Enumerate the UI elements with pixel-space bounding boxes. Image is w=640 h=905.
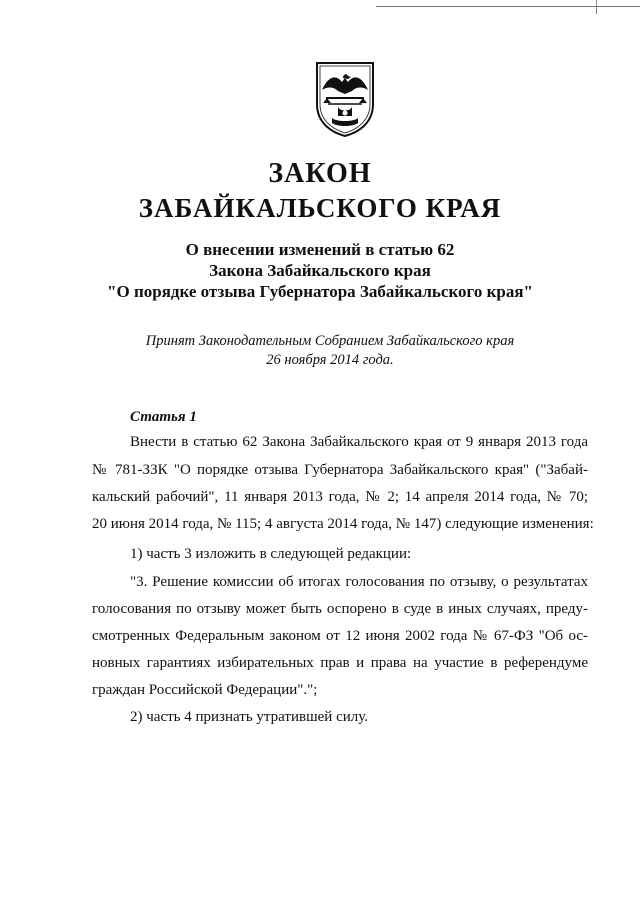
scan-corner-mark [596, 0, 597, 14]
adoption-date: 26 ноября 2014 года. [266, 352, 394, 368]
body-line: смотренных Федеральным законом от 12 июня 2002 года № 67-ФЗ "Об ос- [92, 628, 588, 644]
body-line: "3. Решение комиссии об итогах голосования по отзыву, о результатах [130, 574, 588, 590]
law-title: ЗАКОН [268, 158, 372, 189]
adoption-note: Принят Законодательным Собранием Забайкальского края [145, 333, 515, 349]
body-line: 20 июня 2014 года, № 115; 4 августа 2014 года, № 147) следующие изменения: [92, 516, 594, 532]
body-line: Внести в статью 62 Закона Забайкальского края от 9 января 2013 года [130, 434, 588, 450]
body-line: 1) часть 3 изложить в следующей редакции: [130, 546, 412, 562]
body-line: 2) часть 4 признать утратившей силу. [130, 709, 369, 725]
coat-of-arms-icon [314, 60, 376, 138]
scan-border-line [376, 6, 640, 7]
body-line: № 781-ЗЗК "О порядке отзыва Губернатора Забайкальского края" ("Забай- [92, 462, 588, 478]
subtitle-line: О внесении изменений в статью 62 [185, 240, 455, 259]
body-line: новных гарантиях избирательных прав и права на участие в референдуме [92, 655, 588, 671]
article-title: Статья 1 [130, 409, 197, 425]
region-title: ЗАБАЙКАЛЬСКОГО КРАЯ [138, 193, 502, 223]
subtitle-line: "О порядке отзыва Губернатора Забайкальского края" [107, 282, 533, 301]
subtitle-line: Закона Забайкальского края [209, 261, 431, 280]
body-line: голосования по отзыву может быть оспорено в суде в иных случаях, преду- [92, 601, 588, 617]
body-line: кальский рабочий", 11 января 2013 года, № 2; 14 апреля 2014 года, № 70; [92, 489, 588, 505]
body-line: граждан Российской Федерации"."; [92, 682, 318, 698]
